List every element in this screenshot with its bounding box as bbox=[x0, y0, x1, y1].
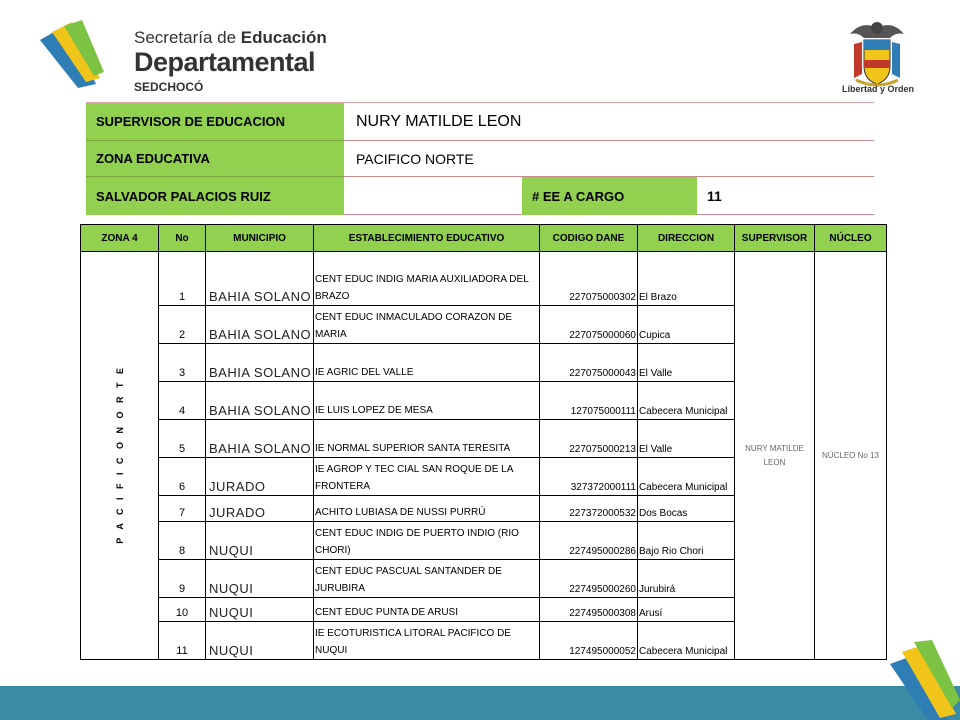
row-establecimiento: CENT EDUC PUNTA DE ARUSI bbox=[314, 598, 540, 622]
zona-value: PACIFICO NORTE bbox=[344, 141, 874, 177]
row-number: 6 bbox=[159, 458, 206, 496]
supervisor-value: NURY MATILDE LEON bbox=[344, 103, 874, 141]
row-codigo-dane: 127495000052 bbox=[540, 622, 638, 660]
person-label: SALVADOR PALACIOS RUIZ bbox=[86, 177, 344, 215]
col-no: No bbox=[159, 225, 206, 252]
zona-name: P A C I F I C O N O R T E bbox=[114, 364, 125, 544]
row-establecimiento: ACHITO LUBIASA DE NUSSI PURRÚ bbox=[314, 496, 540, 522]
row-establecimiento: IE LUIS LOPEZ DE MESA bbox=[314, 382, 540, 420]
zona-row bbox=[86, 141, 874, 177]
row-municipio: JURADO bbox=[206, 496, 314, 522]
table-row bbox=[81, 252, 887, 306]
row-municipio: BAHIA SOLANO bbox=[206, 382, 314, 420]
row-number: 9 bbox=[159, 560, 206, 598]
col-municipio: MUNICIPIO bbox=[206, 225, 314, 252]
row-establecimiento: CENT EDUC PASCUAL SANTANDER DE JURUBIRA bbox=[314, 560, 540, 598]
supervisor-cell: NURY MATILDE LEON bbox=[735, 252, 815, 660]
row-codigo-dane: 227075000043 bbox=[540, 344, 638, 382]
row-codigo-dane: 227075000302 bbox=[540, 252, 638, 306]
sedchoco-logo bbox=[38, 18, 327, 94]
zona-cell bbox=[81, 252, 159, 660]
logo-line2: Departamental bbox=[134, 47, 316, 77]
row-municipio: BAHIA SOLANO bbox=[206, 420, 314, 458]
row-municipio: BAHIA SOLANO bbox=[206, 306, 314, 344]
supervisor-header bbox=[86, 102, 874, 215]
row-number: 8 bbox=[159, 522, 206, 560]
row-direccion: El Valle bbox=[638, 344, 735, 382]
schools-table bbox=[80, 224, 887, 660]
row-codigo-dane: 227495000260 bbox=[540, 560, 638, 598]
zona-label: ZONA EDUCATIVA bbox=[86, 141, 344, 177]
row-municipio: JURADO bbox=[206, 458, 314, 496]
row-number: 2 bbox=[159, 306, 206, 344]
row-number: 5 bbox=[159, 420, 206, 458]
row-number: 7 bbox=[159, 496, 206, 522]
row-establecimiento: CENT EDUC INMACULADO CORAZON DE MARIA bbox=[314, 306, 540, 344]
logo-line1: Secretaría de Educación bbox=[134, 28, 327, 47]
row-number: 3 bbox=[159, 344, 206, 382]
row-direccion: Dos Bocas bbox=[638, 496, 735, 522]
row-establecimiento: CENT EDUC INDIG DE PUERTO INDIO (RIO CHORI) bbox=[314, 522, 540, 560]
col-zona: ZONA 4 bbox=[81, 225, 159, 252]
row-codigo-dane: 227075000213 bbox=[540, 420, 638, 458]
row-number: 4 bbox=[159, 382, 206, 420]
corner-swoosh-icon bbox=[890, 640, 960, 720]
col-supervisor: SUPERVISOR bbox=[735, 225, 815, 252]
row-municipio: BAHIA SOLANO bbox=[206, 252, 314, 306]
row-establecimiento: IE AGRIC DEL VALLE bbox=[314, 344, 540, 382]
col-nucleo: NÚCLEO bbox=[815, 225, 887, 252]
col-codigo: CODIGO DANE bbox=[540, 225, 638, 252]
row-direccion: El Valle bbox=[638, 420, 735, 458]
row-direccion: Cabecera Municipal bbox=[638, 622, 735, 660]
row-establecimiento: CENT EDUC INDIG MARIA AUXILIADORA DEL BRAZO bbox=[314, 252, 540, 306]
row-number: 1 bbox=[159, 252, 206, 306]
row-codigo-dane: 327372000111 bbox=[540, 458, 638, 496]
row-municipio: NUQUI bbox=[206, 598, 314, 622]
row-municipio: NUQUI bbox=[206, 522, 314, 560]
row-number: 11 bbox=[159, 622, 206, 660]
row-number: 10 bbox=[159, 598, 206, 622]
logo-line3: SEDCHOCÓ bbox=[134, 80, 204, 94]
table-header-row bbox=[81, 225, 887, 252]
emblem-motto: Libertad y Orden bbox=[842, 84, 915, 94]
nucleo-cell: NÚCLEO No 13 bbox=[815, 252, 887, 660]
footer-bar bbox=[0, 686, 960, 720]
row-direccion: El Brazo bbox=[638, 252, 735, 306]
col-establecimiento: ESTABLECIMIENTO EDUCATIVO bbox=[314, 225, 540, 252]
logo-swoosh-icon bbox=[38, 18, 108, 90]
row-direccion: Cupica bbox=[638, 306, 735, 344]
row-establecimiento: IE AGROP Y TEC CIAL SAN ROQUE DE LA FRONTERA bbox=[314, 458, 540, 496]
row-municipio: BAHIA SOLANO bbox=[206, 344, 314, 382]
row-codigo-dane: 227372000532 bbox=[540, 496, 638, 522]
ee-value: 11 bbox=[707, 188, 722, 204]
row-direccion: Arusí bbox=[638, 598, 735, 622]
row-direccion: Bajo Rio Chori bbox=[638, 522, 735, 560]
row-codigo-dane: 127075000111 bbox=[540, 382, 638, 420]
row-municipio: NUQUI bbox=[206, 622, 314, 660]
supervisor-label: SUPERVISOR DE EDUCACION bbox=[86, 103, 344, 141]
row-codigo-dane: 227075000060 bbox=[540, 306, 638, 344]
row-municipio: NUQUI bbox=[206, 560, 314, 598]
ee-label: # EE A CARGO bbox=[522, 177, 697, 215]
col-direccion: DIRECCION bbox=[638, 225, 735, 252]
person-row bbox=[86, 177, 874, 215]
row-establecimiento: IE ECOTURISTICA LITORAL PACIFICO DE NUQUI bbox=[314, 622, 540, 660]
row-codigo-dane: 227495000308 bbox=[540, 598, 638, 622]
row-direccion: Cabecera Municipal bbox=[638, 458, 735, 496]
supervisor-row bbox=[86, 102, 874, 141]
row-direccion: Jurubirá bbox=[638, 560, 735, 598]
row-codigo-dane: 227495000286 bbox=[540, 522, 638, 560]
row-direccion: Cabecera Municipal bbox=[638, 382, 735, 420]
row-establecimiento: IE NORMAL SUPERIOR SANTA TERESITA bbox=[314, 420, 540, 458]
